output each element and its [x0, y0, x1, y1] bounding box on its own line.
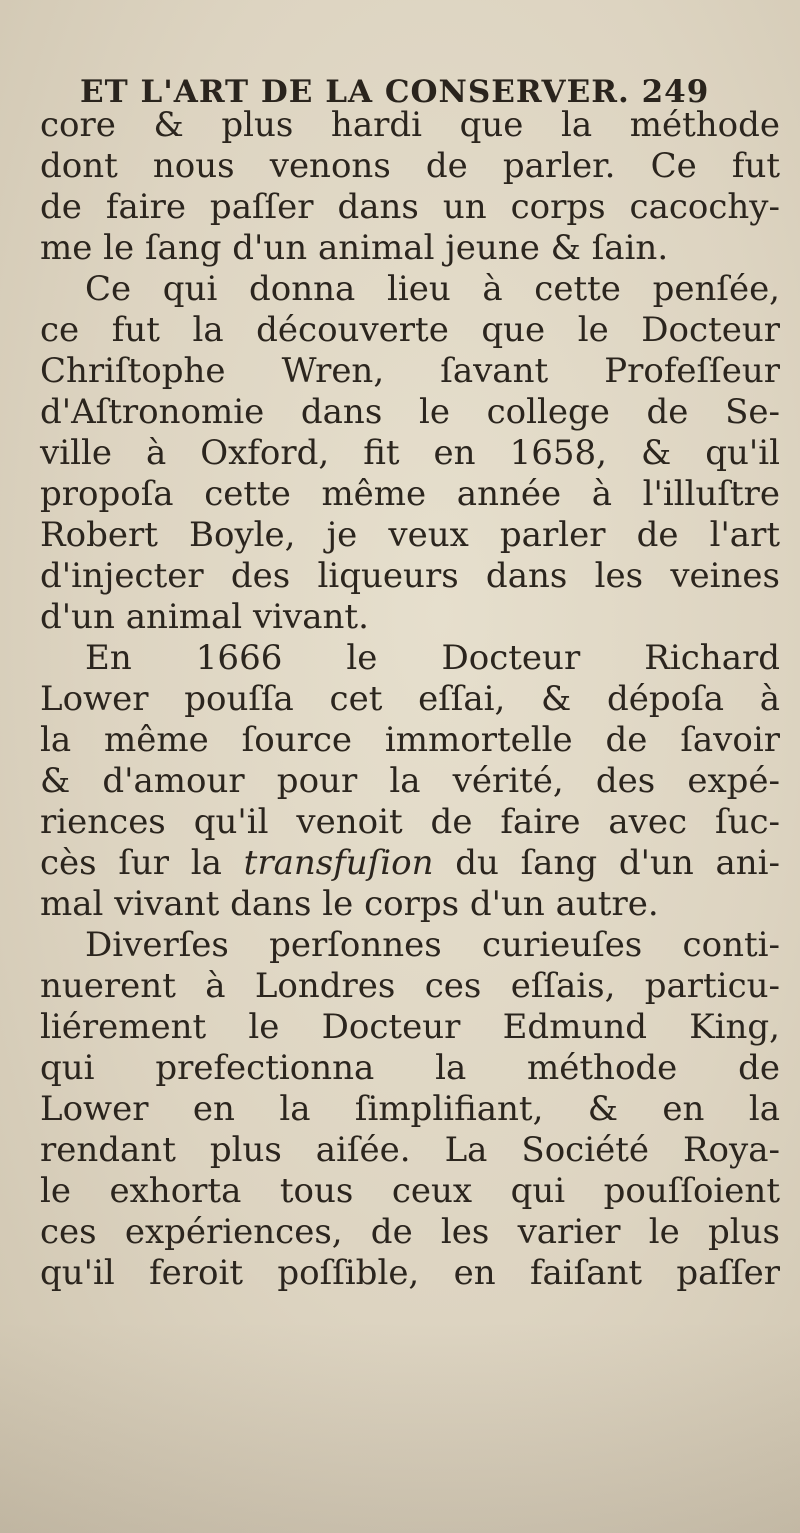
- text-line: de faire paſſer dans un corps cacochy-: [40, 187, 780, 227]
- text-line-with-italic: [40, 843, 780, 884]
- text-line: rendant plus aiſée. La Société Roya-: [40, 1130, 780, 1170]
- text-line: liérement le Docteur Edmund King,: [40, 1007, 780, 1047]
- text-line: mal vivant dans le corps d'un autre.: [40, 884, 659, 924]
- text-line: riences qu'il venoit de faire avec ſuc-: [40, 802, 780, 842]
- line-tail: du ſang d'un ani-: [455, 843, 780, 883]
- text-line: Ce qui donna lieu à cette penſée,: [85, 269, 780, 309]
- text-line: ville à Oxford, fit en 1658, & qu'il: [40, 433, 780, 473]
- text-line: d'Aſtronomie dans le college de Se-: [40, 392, 780, 432]
- page-shadow: [0, 1320, 800, 1533]
- text-line: d'un animal vivant.: [40, 597, 369, 637]
- text-line: d'injecter des liqueurs dans les veines: [40, 556, 780, 596]
- text-line: nuerent à Londres ces eſſais, particu-: [40, 966, 780, 1006]
- text-line: Lower pouſſa cet eſſai, & dépoſa à: [40, 679, 780, 719]
- body-text: [40, 105, 780, 1294]
- text-line: me le ſang d'un animal jeune & ſain.: [40, 228, 669, 268]
- text-line: Diverſes perſonnes curieuſes conti-: [85, 925, 780, 965]
- text-line: la même ſource immortelle de ſavoir: [40, 720, 780, 760]
- text-line: Robert Boyle, je veux parler de l'art: [40, 515, 780, 555]
- text-line: dont nous venons de parler. Ce fut: [40, 146, 780, 186]
- text-line: qu'il feroit poſſible, en faiſant paſſer: [40, 1253, 780, 1293]
- text-line: qui prefectionna la méthode de: [40, 1048, 780, 1088]
- text-line: ce fut la découverte que le Docteur: [40, 310, 780, 350]
- text-line: core & plus hardi que la méthode: [40, 105, 780, 145]
- text-line: ces expériences, de les varier le plus: [40, 1212, 780, 1252]
- line-head: cès ſur la: [40, 843, 222, 883]
- text-line: le exhorta tous ceux qui pouſſoient: [40, 1171, 780, 1211]
- italic-term: transfuſion: [243, 843, 434, 883]
- text-line: Lower en la ſimplifiant, & en la: [40, 1089, 780, 1129]
- text-line: propoſa cette même année à l'illuſtre: [40, 474, 780, 514]
- text-line: Chriſtophe Wren, ſavant Profeſſeur: [40, 351, 780, 391]
- running-head: ET L'ART DE LA CONSERVER. 249: [80, 74, 710, 110]
- text-line: En 1666 le Docteur Richard: [85, 638, 780, 678]
- text-line: & d'amour pour la vérité, des expé-: [40, 761, 780, 801]
